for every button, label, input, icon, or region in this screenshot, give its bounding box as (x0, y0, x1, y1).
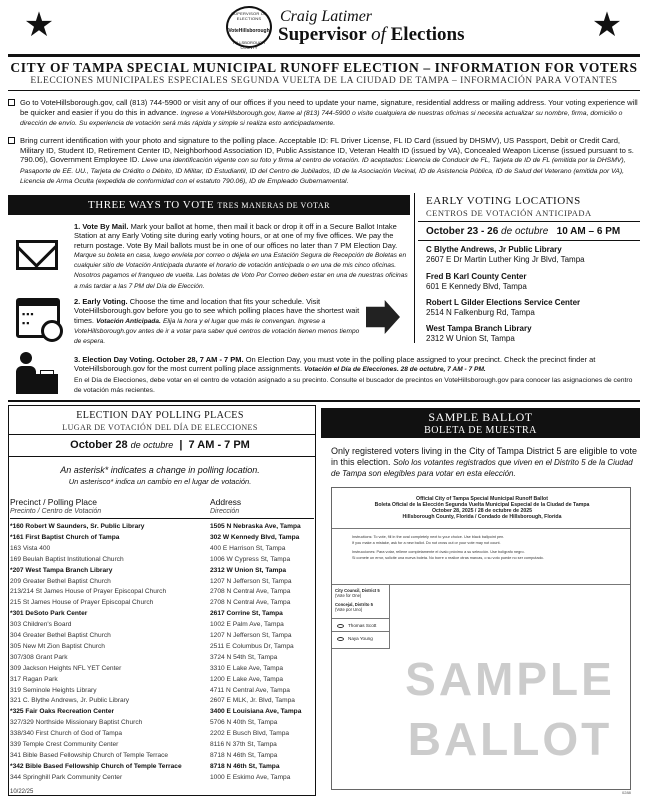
table-row (10, 696, 316, 707)
divider (418, 240, 640, 241)
address-cell: 1000 E Eskimo Ave, Tampa (210, 773, 291, 781)
table-row (10, 653, 316, 664)
info-bullet-address: Go to VoteHillsborough.gov, call (813) 744-5900 or visit any of our offices if you need to update your name, signature, residential address or mailing address. Your voting experience will be quicker and easier if you do this in advance. Ingrese a VoteHillsborough.gov, llame al (813) 744-5900 o visite cualquiera de nuestras oficinas si necesita actualizar su nombre, firma, domicilio o dirección de envío. Su experiencia de votación será más rápida y simple si realiza esto anticipadamente. (8, 98, 638, 129)
voter-ballot-box-icon (14, 350, 60, 396)
precinct-cell: 215 St James House of Prayer Episcopal Church (10, 599, 154, 607)
divider (8, 54, 640, 57)
precinct-cell: 303 Children's Board (10, 621, 72, 629)
page-title-spanish: ELECCIONES MUNICIPALES ESPECIALES SEGUNDA VUELTA DE LA CIUDAD DE TAMPA – INFORMACIÓN PARA VOTANTES (30, 76, 618, 86)
info-bullet-id: Bring current identification with your photo and signature to the polling place. Acceptable ID: FL Driver License, FL ID Card (issued by DHSMV), US Passport, Debit or Credit Card, Military ID, Student ID, Retirement Center ID, Neighborhood Association ID, Public Assistance ID, Veteran Health ID (issued by VA), Concealed Weapon License (issued pursuant to s. 790.06), Government Employee ID. Lleve una identificación vigente con su foto y firma al centro de votación. ID aceptados: Licencia de Conducir de FL, Tarjeta de ID de FL (emitida por la DHSMV), Pasaporte de EE. UU., Tarjeta de Crédito o Débito, ID Militar, ID Estudiantil, ID del Centro de Jubilados, ID de la Asociación Vecinal, ID de Asistencia Pública, ID de Salud del Veterano (emitida por VA), Licencia de Arma Oculta (expedida de conformidad con el estatuto 790.06), ID de Empleado Gubernamental. (8, 136, 638, 187)
precinct-cell: *325 Fair Oaks Recreation Center (10, 708, 115, 716)
divider (8, 456, 316, 457)
address-cell: 302 W Kennedy Blvd, Tampa (210, 533, 300, 541)
precinct-cell: *160 Robert W Saunders, Sr. Public Library (10, 523, 145, 530)
polling-title: ELECTION DAY POLLING PLACES (76, 410, 244, 421)
address-cell: 8718 N 46th St, Tampa (210, 762, 280, 770)
address-cell: 2617 Corrine St, Tampa (210, 610, 283, 618)
footer-code: 0288 (622, 790, 631, 795)
address-cell: 1002 E Palm Ave, Tampa (210, 621, 284, 629)
checkbox-icon (8, 99, 15, 106)
polling-date: October 28 de octubre | 7 AM - 7 PM (70, 439, 250, 451)
precinct-cell: 163 Vista 400 (10, 544, 51, 552)
address-cell: 8718 N 46th St, Tampa (210, 751, 278, 759)
precinct-cell: 321 C. Blythe Andrews, Jr. Public Library (10, 697, 130, 705)
seal-bottom-text: HILLSBOROUGH COUNTY (233, 40, 265, 50)
star-icon: ★ (591, 6, 623, 44)
three-ways-header: THREE WAYS TO VOTE TRES MANERAS DE VOTAR (8, 195, 410, 215)
table-row (10, 566, 316, 577)
table-row (10, 533, 316, 544)
precinct-cell: 327/329 Northside Missionary Baptist Church (10, 719, 143, 727)
ballot-instruction: Instrucciones: Para votar, rellene completamente el óvalo próximo a su selección. Use bolígrafo negro. (352, 550, 525, 554)
table-row (10, 555, 316, 566)
table-row (10, 740, 316, 751)
column-header-precinct: Precinct / Polling Place (10, 497, 97, 507)
arrow-right-icon (366, 300, 400, 334)
precinct-cell: *207 West Tampa Branch Library (10, 566, 113, 574)
divider (418, 221, 640, 222)
star-icon: ★ (23, 6, 55, 44)
precinct-cell: *161 First Baptist Church of Tampa (10, 533, 120, 541)
seal-top-text: SUPERVISOR OF ELECTIONS (231, 11, 267, 21)
candidate-name: Naya Young (348, 636, 373, 641)
precinct-cell: 169 Beulah Baptist Institutional Church (10, 555, 124, 563)
seal-mid-text: VoteHillsborough (228, 28, 270, 34)
early-voting-title: EARLY VOTING LOCATIONS (426, 195, 581, 207)
ballot-heading: October 28, 2025 / 28 de octubre de 2025 (431, 508, 533, 514)
address-cell: 2708 N Central Ave, Tampa (210, 588, 291, 596)
ballot-heading: Boleta Oficial de la Elección Segunda Vuelta Municipal Especial de la Ciudad de Tampa (374, 502, 590, 508)
precinct-cell: 209 Greater Bethel Baptist Church (10, 577, 111, 585)
precinct-cell: 309 Jackson Heights NFL YET Center (10, 664, 122, 672)
checkbox-icon (8, 137, 15, 144)
precinct-cell: *342 Bible Based Fellowship Church of Temple Terrace (10, 762, 182, 770)
address-cell: 3400 E Louisiana Ave, Tampa (210, 708, 302, 716)
eligibility-note: Only registered voters living in the City of Tampa District 5 are eligible to vote in this election. Solo los votantes registrados que viven en el Distrito 5 de la Ciudad de Tampa son elegibles para votar en esta elección. (331, 446, 637, 478)
seal-logo (226, 6, 272, 48)
ballot-heading: Official City of Tampa Special Municipal Runoff Ballot (416, 496, 548, 502)
calendar-clock-icon: ▪▪▪ ▪▪ (16, 298, 60, 338)
early-voting-site: Robert L Gilder Elections Service Center 2514 N Falkenburg Rd, Tampa (426, 298, 581, 317)
table-row (10, 751, 316, 762)
ballot-oval (337, 637, 344, 641)
precinct-cell: 305 New Mt Zion Baptist Church (10, 642, 105, 650)
early-voting-title-spanish: CENTROS DE VOTACIÓN ANTICIPADA (426, 208, 592, 218)
candidate-name: Thomas Scott (348, 623, 377, 628)
precinct-cell: 317 Ragan Park (10, 675, 58, 683)
divider (8, 400, 640, 402)
table-row (10, 642, 316, 653)
address-cell: 5706 N 40th St, Tampa (210, 719, 278, 727)
page-title: CITY OF TAMPA SPECIAL MUNICIPAL RUNOFF ELECTION – INFORMATION FOR VOTERS (10, 60, 638, 75)
table-row (10, 729, 316, 740)
vote-by-mail-text: 1. Vote By Mail. Mark your ballot at home, then mail it back or drop it off in a Secure Ballot Intake Station at any Early Voting site during early voting hours, or at one of my five offices. We pay the return postage. Vote By Mail ballots must be in one of our offices no later than 7 PM Election Day. Marque su boleta en casa, luego envíela por correo o déjela en una Estación Segura de Recepción de Boletas en cualquier sitio de Votación Anticipada durante el horario de votación anticipada o en una de mis cinco oficinas. Nosotros pagamos el franqueo de vuelta. Las boletas de Voto Por Correo deben estar en una de nuestras oficinas a más tardar a las 7 PM del Día de Elección. (74, 222, 408, 290)
asterisk-note: An asterisk* indicates a change in polling location. (60, 465, 260, 475)
address-cell: 400 E Harrison St, Tampa (210, 544, 286, 552)
precinct-cell: 319 Seminole Heights Library (10, 686, 97, 694)
precinct-cell: 307/308 Grant Park (10, 653, 68, 661)
address-cell: 1505 N Nebraska Ave, Tampa (210, 523, 301, 530)
table-row (10, 718, 316, 729)
sample-watermark: BALLOT (407, 713, 613, 765)
table-row (10, 544, 316, 555)
table-row (10, 773, 316, 784)
ballot-instruction: Instructions: To vote, fill in the oval completely next to your choice. Use black ballpoint pen. (352, 535, 505, 539)
address-cell: 2607 E MLK, Jr. Blvd, Tampa (210, 697, 295, 705)
table-row (10, 675, 316, 686)
address-cell: 8116 N 37th St, Tampa (210, 741, 277, 748)
envelope-icon (16, 240, 58, 270)
early-voting-site: C Blythe Andrews, Jr Public Library 2607 E Dr Martin Luther King Jr Blvd, Tampa (426, 245, 585, 264)
address-cell: 2202 E Busch Blvd, Tampa (210, 730, 290, 738)
precinct-cell: 341 Bible Based Fellowship Church of Temple Terrace (10, 751, 169, 759)
race-title: City Council, District 5 (Vote for One) (335, 588, 380, 599)
asterisk-note-spanish: Un asterisco* indica un cambio en el lugar de votación. (68, 477, 252, 486)
address-cell: 3724 N 54th St, Tampa (210, 653, 278, 661)
polling-title-spanish: LUGAR DE VOTACIÓN DEL DÍA DE ELECCIONES (62, 423, 258, 432)
table-row (10, 707, 316, 718)
address-cell: 1200 E Lake Ave, Tampa (210, 675, 284, 683)
table-row (10, 598, 316, 609)
divider (10, 518, 314, 519)
precinct-cell: 339 Temple Crest Community Center (10, 741, 119, 748)
table-row (10, 762, 316, 773)
footer-date: 10/22/25 (10, 789, 34, 795)
ballot-oval (337, 624, 344, 628)
table-row (10, 620, 316, 631)
table-row (10, 686, 316, 697)
table-row (10, 609, 316, 620)
ballot-instruction: If you make a mistake, ask for a new ballot. Do not cross out or your vote may not count. (352, 541, 501, 545)
election-day-text: 3. Election Day Voting. October 28, 7 AM - 7 PM. On Election Day, you must vote in the polling place assigned to your precinct. Check the precinct finder at VoteHillsborough.gov for the most current polling place assignments. Votación el Día de Elecciones. 28 de octubre, 7 AM - 7 PM. En el Día de Elecciones, debe votar en el centro de votación asignado a su precinto. Consulte el buscador de precintos en VoteHillsborough.gov para conocer las asignaciones de centro de votación más recientes. (74, 355, 633, 394)
supervisor-title: Supervisor of Elections (278, 24, 465, 45)
header (0, 0, 648, 52)
supervisor-name: Craig Latimer (280, 8, 373, 25)
precinct-cell: *301 DeSoto Park Center (10, 610, 88, 618)
early-voting-site: Fred B Karl County Center 601 E Kennedy Blvd, Tampa (426, 272, 527, 291)
race-title-spanish: Concejal, Distrito 5 (Vote por Uno) (335, 602, 373, 613)
address-cell: 2312 W Union St, Tampa (210, 566, 287, 574)
early-voting-dates: October 23 - 26 de octubre 10 AM – 6 PM (426, 226, 621, 237)
table-row (10, 587, 316, 598)
precinct-cell: 213/214 St James House of Prayer Episcopal Church (10, 588, 167, 596)
address-cell: 4711 N Central Ave, Tampa (210, 686, 290, 694)
table-row (10, 664, 316, 675)
sample-watermark: SAMPLE (405, 653, 615, 705)
early-voting-site: West Tampa Branch Library 2312 W Union St, Tampa (426, 324, 532, 343)
address-cell: 2511 E Columbus Dr, Tampa (210, 642, 294, 650)
table-row (10, 577, 316, 588)
address-cell: 1006 W Cypress St, Tampa (210, 555, 291, 563)
address-cell: 2708 N Central Ave, Tampa (210, 599, 291, 607)
address-cell: 3310 E Lake Ave, Tampa (210, 664, 284, 672)
address-cell: 1207 N Jefferson St, Tampa (210, 632, 292, 639)
ballot-heading: Hillsborough County, Florida / Condado de Hillsborough, Florida (402, 514, 562, 520)
precinct-cell: 304 Greater Bethel Baptist Church (10, 632, 111, 639)
column-header-precinct-spanish: Precinto / Centro de Votación (10, 508, 102, 515)
early-voting-text: 2. Early Voting. Choose the time and location that fits your schedule. Visit VoteHillsborough.gov before you go to see which polling places have the shortest wait times. Votación Anticipada. Elija la hora y el lugar que más le convengan. Ingrese a VoteHillsborough.gov antes de ir a votar para saber qué centros de votación tienen menos tiempo de espera. (74, 297, 360, 346)
divider (8, 434, 316, 435)
clock-icon (41, 320, 63, 342)
precinct-cell: 344 Springhill Park Community Center (10, 773, 123, 781)
column-header-address-spanish: Dirección (210, 508, 240, 515)
address-cell: 1207 N Jefferson St, Tampa (210, 577, 292, 585)
divider (8, 90, 640, 91)
precinct-cell: 338/340 First Church of God of Tampa (10, 730, 123, 738)
table-row (10, 631, 316, 642)
sample-ballot-header: SAMPLE BALLOT BOLETA DE MUESTRA (321, 408, 640, 438)
table-row (10, 522, 316, 533)
column-header-address: Address (210, 497, 242, 507)
ballot-instruction: Si comete un error, solicite una nueva boleta. No borre o realice otras marcas, o su voto puede no ser computado. (352, 556, 544, 560)
